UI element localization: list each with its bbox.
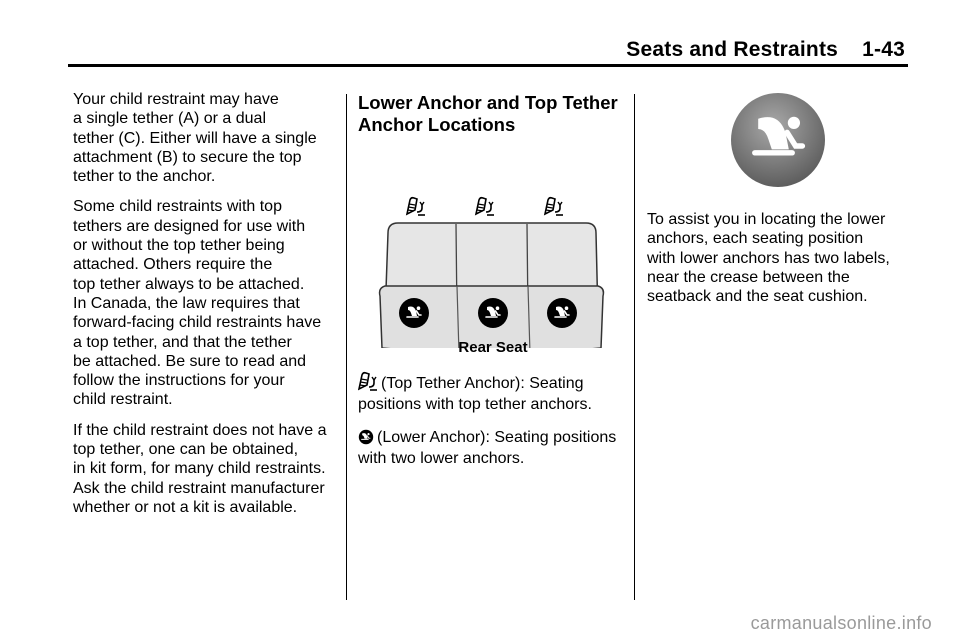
paragraph-tether-requirements: Some child restraints with top tethers are designed for use with or without the top tether being attached. Others require the top tether always to be attached. In Canada, the law requires that forward-facing child restraints have a top tether, and that the tether be attached. Be sure to read and follow the instructions for your child restraint. — [73, 198, 322, 409]
column-left — [73, 90, 338, 528]
column-right — [647, 92, 917, 317]
lower-anchor-description: (Lower Anchor): Seating positions with two lower anchors. — [358, 429, 617, 468]
column-divider-2 — [634, 94, 635, 600]
section-heading: Lower Anchor and Top Tether Anchor Locations — [358, 92, 618, 135]
figure-caption: Rear Seat — [458, 339, 528, 356]
header-rule — [68, 64, 908, 67]
column-divider-1 — [346, 94, 347, 600]
rear-seat-illustration — [358, 148, 628, 348]
top-tether-description: (Top Tether Anchor): Seating positions with top tether anchors. — [358, 371, 628, 415]
lower-anchor-icon — [547, 298, 577, 328]
lower-anchor-label-icon — [647, 92, 917, 200]
lower-anchor-icon — [399, 298, 429, 328]
top-tether-anchor-icon — [545, 198, 563, 215]
lower-anchor-icon — [358, 429, 374, 445]
paragraph-label-locations: To assist you in locating the lower anchors, each seating position with lower anchors has two labels, near the crease between the seatback and the seat cushion. — [647, 211, 890, 306]
paragraph-tether-types: Your child restraint may have a single tether (A) or a dual tether (C). Either will have a single attachment (B) to secure the top tether to the anchor. — [73, 91, 317, 186]
column-middle — [358, 92, 628, 480]
paragraph-tether-kit: If the child restraint does not have a top tether, one can be obtained, in kit form, for many child restraints. Ask the child restraint manufacturer whether or not a kit is available. — [73, 421, 327, 516]
watermark: carmanualsonline.info — [750, 613, 932, 633]
page-header-title: Seats and Restraints 1-43 — [626, 38, 905, 61]
top-tether-anchor-icon — [407, 198, 425, 215]
lower-anchor-icon — [478, 298, 508, 328]
top-tether-anchor-icon — [476, 198, 494, 215]
top-tether-anchor-icon — [358, 371, 378, 391]
